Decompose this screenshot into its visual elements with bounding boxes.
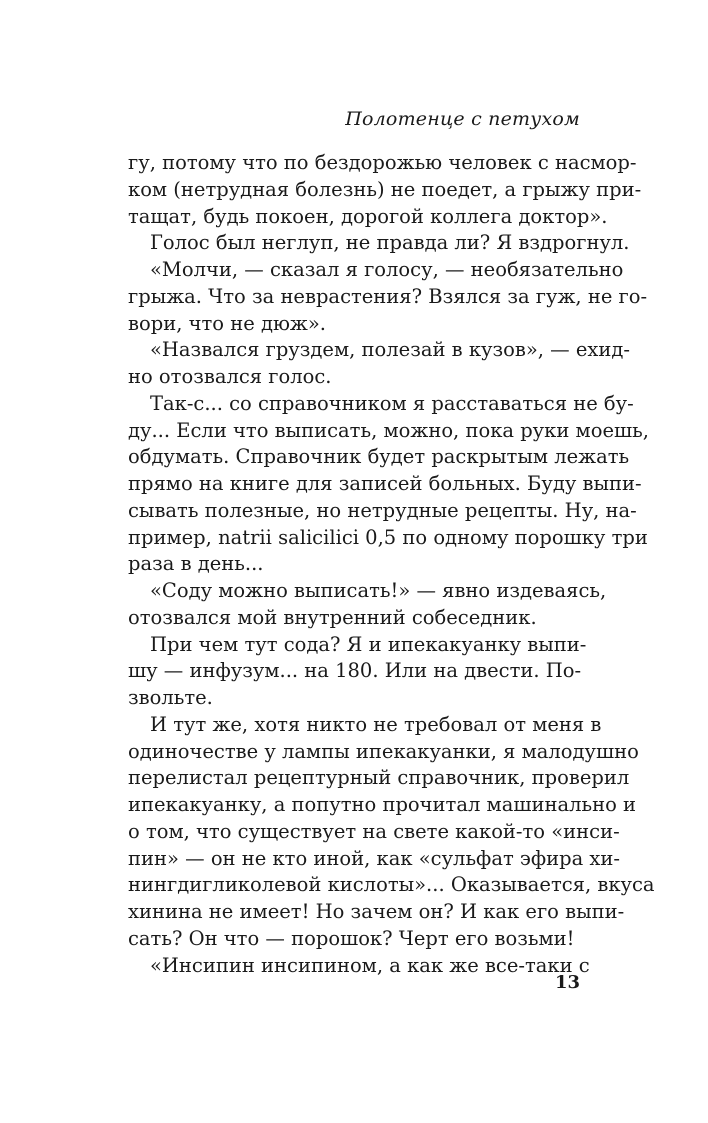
text-line: «Соду можно выписать!» — явно издеваясь, [150,579,607,602]
text-line: хинина не имеет! Но зачем он? И как его выпи- [128,900,625,923]
text-line: Голос был неглуп, не правда ли? Я вздрогнул. [150,231,630,255]
paragraph [128,632,587,712]
paragraph [128,953,590,980]
text-line: ком (нетрудная болезнь) не поедет, а грыжу при- [128,177,642,201]
text-line: «Назвался груздем, полезай в кузов», — ехид- [150,338,630,362]
text-line: о том, что существует на свете какой-то «инси- [128,819,620,843]
text-line: раза в день... [128,552,264,576]
text-line: ду... Если что выписать, можно, пока руки моешь, [128,418,649,442]
text-line: «Инсипин инсипином, а как же все-таки с [150,953,590,977]
paragraph [128,150,642,230]
text-line: вори, что не дюж». [128,311,326,335]
page-number: 13 [554,972,580,993]
text-line: прямо на книге для записей больных. Буду выпи- [128,472,642,495]
paragraph [128,391,649,578]
paragraph [128,257,648,337]
text-line: звольте. [128,686,213,709]
text-line: И тут же, хотя никто не требовал от меня в [150,712,602,736]
text-line: одиночестве у лампы ипекакуанки, я малодушно [128,739,639,763]
text-line: сывать полезные, но нетрудные рецепты. Ну, на- [128,498,637,522]
text-line: пин» — он не кто иной, как «сульфат эфира хи- [128,846,621,870]
text-line: гу, потому что по бездорожью человек с насмор- [128,151,637,174]
text-line: перелистал рецептурный справочник, проверил [128,766,630,790]
paragraph [128,337,630,391]
text-line: но отозвался голос. [128,365,332,388]
paragraph [128,230,630,257]
text-line: сать? Он что — порошок? Черт его возьми! [128,926,575,950]
text-line: ипекакуанку, а попутно прочитал машинально и [128,793,637,816]
text-line: Так-с... со справочником я расставаться не бу- [150,391,634,415]
text-line: отозвался мой внутренний собеседник. [128,605,537,629]
body-text [128,150,655,979]
paragraph [128,712,655,953]
text-line: обдумать. Справочник будет раскрытым лежать [128,445,630,469]
text-line: грыжа. Что за неврастения? Взялся за гуж, не го- [128,284,648,308]
text-line: тащат, будь покоен, дорогой коллега доктор». [128,204,608,228]
running-head: Полотенце с петухом [345,108,580,130]
text-line: При чем тут сода? Я и ипекакуанку выпи- [150,632,587,656]
paragraph [128,578,607,632]
text-line: «Молчи, — сказал я голосу, — необязательно [150,258,624,281]
text-line: нингдигликолевой кислоты»... Оказывается, вкуса [128,873,655,897]
text-line: пример, natrii salicilici 0,5 по одному порошку три [128,525,648,549]
text-line: шу — инфузум... на 180. Или на двести. По- [128,659,582,683]
